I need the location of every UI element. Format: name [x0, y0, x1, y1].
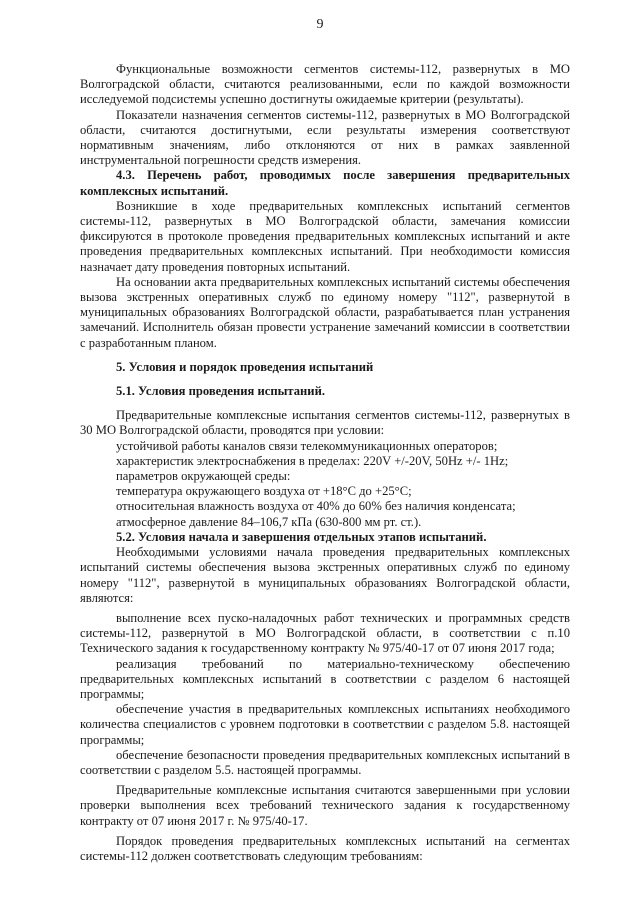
- section-heading: 5.1. Условия проведения испытаний.: [116, 384, 325, 399]
- paragraph: обеспечение участия в предварительных комплексных испытаниях необходимого количества специалистов с уровнем подготовки в соответствии с разделом 5.8. настоящей программы;: [80, 702, 570, 747]
- paragraph: Возникшие в ходе предварительных комплексных испытаний сегментов системы-112, развернутых в МО Волгоградской области, замечания комиссии фиксируются в протоколе проведения предварительных комплексных испытаний и акте проведения предварительных комплексных испытаний. При необходимости комиссия назначает дату проведения повторных испытаний.: [80, 198, 570, 274]
- paragraph: Предварительные комплексные испытания считаются завершенными при условии проверки выполнения всех требований технического задания к государственному контракту от 07 июня 2017 г. № 975/40-17.: [80, 783, 570, 828]
- spacer: [80, 399, 570, 408]
- section-heading: 5.2. Условия начала и завершения отдельных этапов испытаний.: [116, 529, 487, 544]
- paragraph: реализация требований по материально-техническому обеспечению предварительных комплексных испытаний в соответствии с разделом 6 настоящей программы;: [80, 656, 570, 701]
- paragraph: Порядок проведения предварительных комплексных испытаний на сегментах системы-112 должен соответствовать следующим требованиям:: [80, 833, 570, 863]
- list-item: атмосферное давление 84–106,7 кПа (630-800 мм рт. ст.).: [116, 514, 422, 529]
- paragraph: обеспечение безопасности проведения предварительных комплексных испытаний в соответствии с разделом 5.5. настоящей программы.: [80, 747, 570, 777]
- section-heading: 4.3. Перечень работ, проводимых после завершения предварительных комплексных испытаний.: [80, 168, 570, 198]
- list-item: характеристик электроснабжения в пределах: 220V +/-20V, 50Hz +/- 1Hz;: [116, 453, 509, 468]
- paragraph: выполнение всех пуско-наладочных работ технических и программных средств системы-112, развернутой в МО Волгоградской области, в соответствии с п.10 Технического задания к государственному контракту № 975/40-17 от 07 июня 2017 года;: [80, 610, 570, 656]
- spacer: [80, 375, 570, 384]
- paragraph: Функциональные возможности сегментов системы-112, развернутых в МО Волгоградской области, считаются реализованными, если по каждой возможности исследуемой подсистемы успешно достигнуты ожидаемые критерии (результаты).: [80, 62, 570, 107]
- list-item: температура окружающего воздуха от +18°С до +25°С;: [116, 484, 412, 499]
- paragraph: Необходимыми условиями начала проведения предварительных комплексных испытаний системы обеспечения вызова экстренных оперативных служб по единому номеру "112", развернутой в муниципальных образованиях Волгоградской области, являются:: [80, 545, 570, 605]
- section-heading: 5. Условия и порядок проведения испытаний: [116, 359, 374, 374]
- page-number: 9: [316, 17, 324, 32]
- paragraph: На основании акта предварительных комплексных испытаний системы обеспечения вызова экстренных оперативных служб по единому номеру "112", развернутой в муниципальных образованиях Волгоградской области, разрабатывается план устранения замечаний. Исполнитель обязан провести устранение замечаний комиссии в соответствии с разработанным планом.: [80, 274, 570, 350]
- list-item: параметров окружающей среды:: [116, 469, 291, 484]
- paragraph: Показатели назначения сегментов системы-112, развернутых в МО Волгоградской области, считаются достигнутыми, если результаты измерения соответствуют нормативным значениям, либо отклоняются от них в рамках заявленной инструментальной погрешности средств измерения.: [80, 107, 570, 168]
- spacer: [80, 351, 570, 360]
- list-item: относительная влажность воздуха от 40% до 60% без наличия конденсата;: [116, 499, 516, 514]
- paragraph: Предварительные комплексные испытания сегментов системы-112, развернутых в 30 МО Волгоградской области, проводятся при условии:: [80, 408, 570, 438]
- list-item: устойчивой работы каналов связи телекоммуникационных операторов;: [116, 438, 498, 453]
- document-body: [80, 62, 570, 864]
